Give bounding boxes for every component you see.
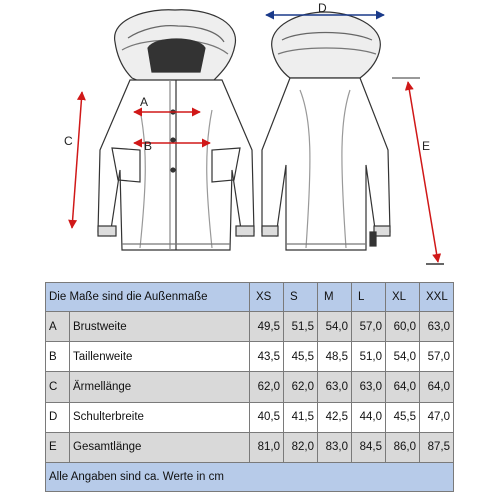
- size-table: [45, 282, 454, 492]
- measure-d-label: D: [318, 1, 327, 15]
- row-value: 44,0: [352, 402, 386, 432]
- row-value: 87,5: [420, 432, 454, 462]
- size-header: M: [318, 283, 352, 312]
- row-code: A: [46, 312, 70, 342]
- row-value: 51,0: [352, 342, 386, 372]
- row-value: 57,0: [352, 312, 386, 342]
- size-header: XL: [386, 283, 420, 312]
- row-value: 63,0: [420, 312, 454, 342]
- header-label: Die Maße sind die Außenmaße: [46, 283, 250, 312]
- row-name: Schulterbreite: [70, 402, 250, 432]
- size-header: S: [284, 283, 318, 312]
- size-header: XS: [250, 283, 284, 312]
- table-row: [46, 402, 454, 432]
- size-header: XXL: [420, 283, 454, 312]
- row-value: 62,0: [284, 372, 318, 402]
- table-header-row: [46, 283, 454, 312]
- row-value: 45,5: [386, 402, 420, 432]
- row-value: 45,5: [284, 342, 318, 372]
- row-value: 42,5: [318, 402, 352, 432]
- measure-b-label: B: [144, 139, 153, 153]
- size-header: L: [352, 283, 386, 312]
- row-value: 40,5: [250, 402, 284, 432]
- row-name: Taillenweite: [70, 342, 250, 372]
- row-code: D: [46, 402, 70, 432]
- row-value: 81,0: [250, 432, 284, 462]
- table-row: [46, 432, 454, 462]
- jacket-back-view: [262, 12, 390, 250]
- row-name: Ärmellänge: [70, 372, 250, 402]
- row-name: Gesamtlänge: [70, 432, 250, 462]
- measure-c: [64, 92, 82, 228]
- row-code: B: [46, 342, 70, 372]
- table-row: [46, 312, 454, 342]
- row-value: 63,0: [318, 372, 352, 402]
- row-value: 54,0: [386, 342, 420, 372]
- row-value: 82,0: [284, 432, 318, 462]
- row-value: 41,5: [284, 402, 318, 432]
- row-value: 54,0: [318, 312, 352, 342]
- row-value: 63,0: [352, 372, 386, 402]
- row-value: 48,5: [318, 342, 352, 372]
- measure-a-label: A: [140, 95, 149, 109]
- measure-c-label: C: [64, 134, 73, 148]
- row-value: 51,5: [284, 312, 318, 342]
- measure-e-label: E: [422, 139, 431, 153]
- row-value: 60,0: [386, 312, 420, 342]
- row-value: 83,0: [318, 432, 352, 462]
- table-footer-row: [46, 462, 454, 491]
- row-name: Brustweite: [70, 312, 250, 342]
- measure-e: [392, 78, 444, 264]
- measure-d: [266, 1, 384, 15]
- jacket-front-view: [98, 10, 254, 250]
- table-row: [46, 372, 454, 402]
- row-code: E: [46, 432, 70, 462]
- row-value: 64,0: [386, 372, 420, 402]
- row-code: C: [46, 372, 70, 402]
- row-value: 62,0: [250, 372, 284, 402]
- row-value: 57,0: [420, 342, 454, 372]
- row-value: 47,0: [420, 402, 454, 432]
- table-footer: Alle Angaben sind ca. Werte in cm: [46, 462, 454, 491]
- row-value: 86,0: [386, 432, 420, 462]
- row-value: 64,0: [420, 372, 454, 402]
- row-value: 84,5: [352, 432, 386, 462]
- row-value: 43,5: [250, 342, 284, 372]
- row-value: 49,5: [250, 312, 284, 342]
- table-row: [46, 342, 454, 372]
